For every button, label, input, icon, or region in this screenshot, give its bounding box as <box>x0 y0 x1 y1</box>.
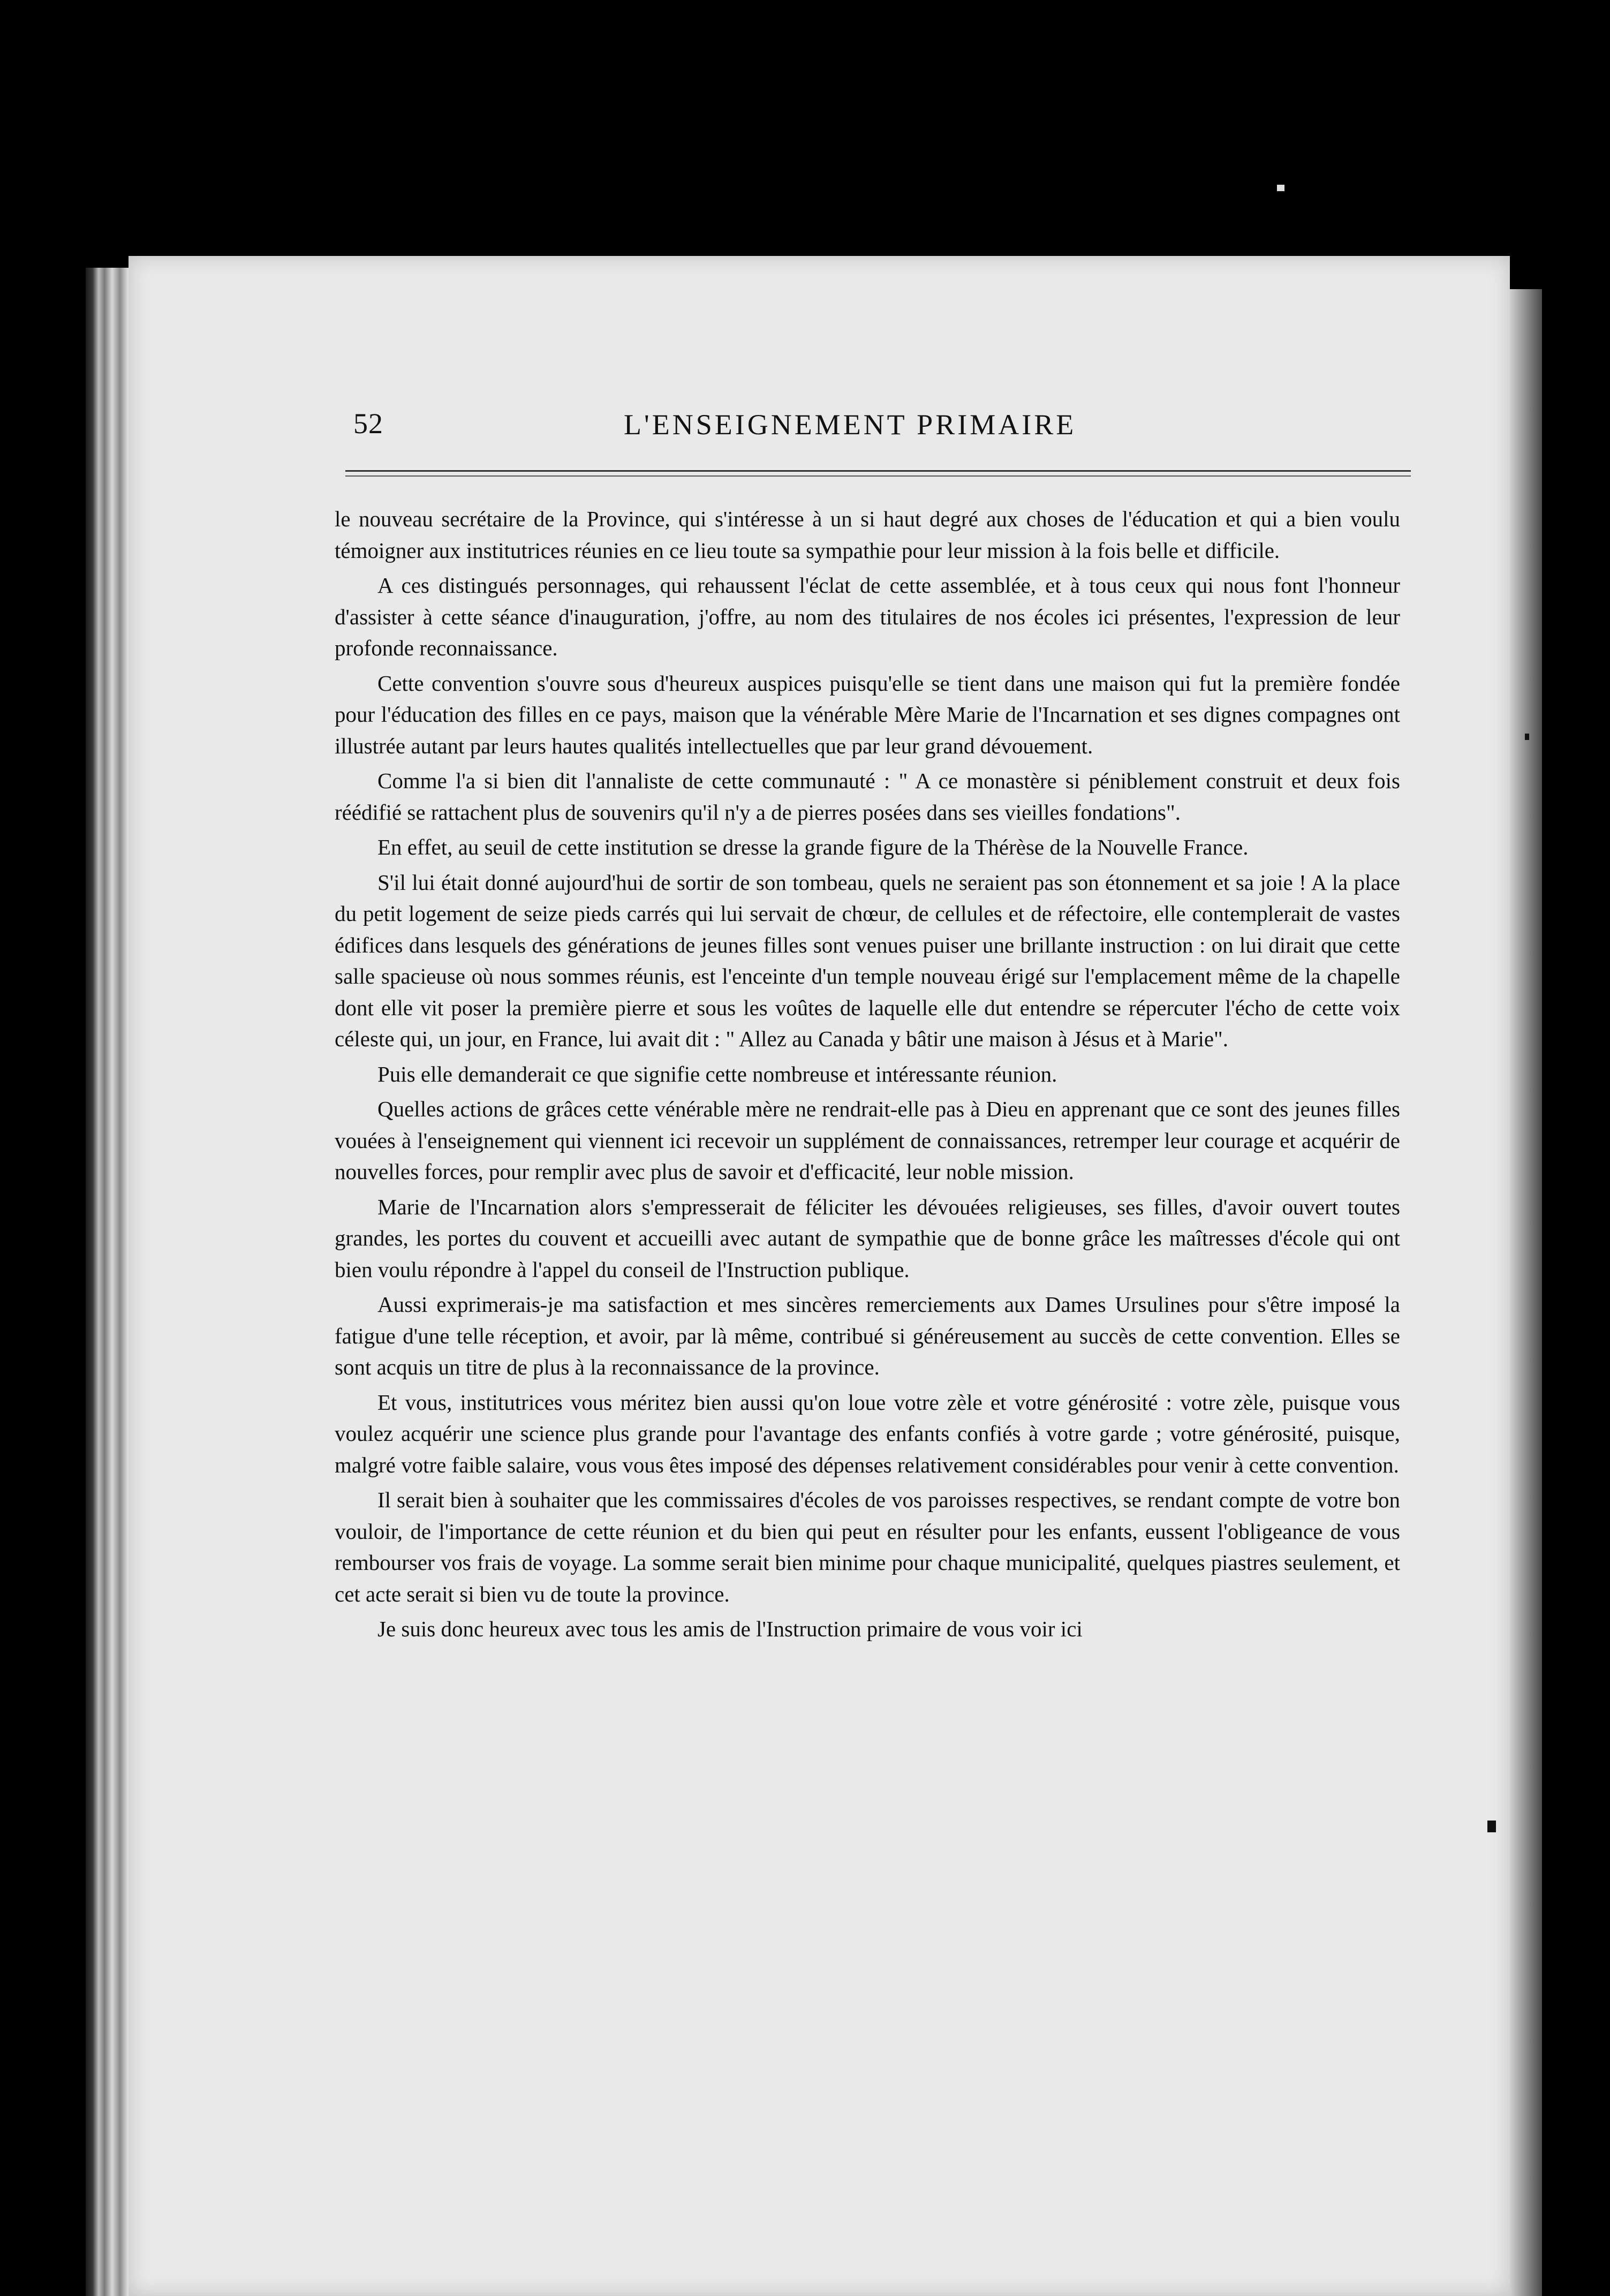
paragraph: Quelles actions de grâces cette vénérable mère ne rendrait-elle pas à Dieu en apprenant que ce sont des jeunes filles vouées à l'enseignement qui viennent ici recevoir un supplément de connaissances, retremper leur courage et acquérir de nouvelles forces, pour remplir avec plus de savoir et d'efficacité, leur noble mission. <box>335 1097 1400 1184</box>
paragraph: Marie de l'Incarnation alors s'empresserait de féliciter les dévouées religieuses, ses filles, d'avoir ouvert toutes grandes, les portes du couvent et accueilli avec autant de sympathie que de bonne grâce les maîtresses d'école qui ont bien voulu répondre à l'appel du conseil de l'Instruction publique. <box>335 1194 1400 1282</box>
paragraph: A ces distingués personnages, qui rehaussent l'éclat de cette assemblée, et à tous ceux qui nous font l'honneur d'assister à cette séance d'inauguration, j'offre, au nom des titulaires de nos écoles ici présentes, l'expression de leur profonde reconnaissance. <box>335 573 1400 660</box>
paragraph: Et vous, institutrices vous méritez bien aussi qu'on loue votre zèle et votre générosité : votre zèle, puisque vous voulez acquérir une science plus grande pour l'avantage des enfants confiés à votre garde ; votre générosité, puisque, malgré votre faible salaire, vous vous êtes imposé des dépenses relativement considérables pour venir à cette convention. <box>335 1389 1400 1477</box>
paragraph: Puis elle demanderait ce que signifie cette nombreuse et intéressante réunion. <box>377 1061 1057 1086</box>
body-text <box>335 503 1400 1649</box>
header-rule-secondary <box>345 475 1411 477</box>
paragraph: Cette convention s'ouvre sous d'heureux auspices puisqu'elle se tient dans une maison qui fut la première fondée pour l'éducation des filles en ce pays, maison que la vénérable Mère Marie de l'Incarnation et ses dignes compagnes ont illustrée autant par leurs hautes qualités intellectuelles que par leur grand dévouement. <box>335 670 1400 758</box>
running-title: L'ENSEIGNEMENT PRIMAIRE <box>624 409 1077 441</box>
page-number: 52 <box>353 407 383 440</box>
scan-speck <box>1277 185 1284 191</box>
book-edge-right <box>1510 289 1542 2296</box>
paragraph: Comme l'a si bien dit l'annaliste de cette communauté : " A ce monastère si péniblement construit et deux fois réédifié se rattachent plus de souvenirs qu'il n'y a de pierres posées dans ses vieilles fondations". <box>335 768 1400 825</box>
paragraph: En effet, au seuil de cette institution se dresse la grande figure de la Thérèse de la Nouvelle France. <box>377 835 1249 859</box>
paragraph: le nouveau secrétaire de la Province, qui s'intéresse à un si haut degré aux choses de l'éducation et qui a bien voulu témoigner aux institutrices réunies en ce lieu toute sa sympathie pour leur mission à la fois belle et difficile. <box>335 507 1400 563</box>
scan-speck <box>1487 1821 1496 1832</box>
header-rule <box>345 470 1411 472</box>
paragraph: S'il lui était donné aujourd'hui de sortir de son tombeau, quels ne seraient pas son étonnement et sa joie ! A la place du petit logement de seize pieds carrés qui lui servait de chœur, de cellules et de réfectoire, elle contemplerait de vastes édifices dans lesquels des générations de jeunes filles sont venues puiser une brillante instruction : on lui dirait que cette salle spacieuse où nous sommes réunis, est l'enceinte d'un temple nouveau érigé sur l'emplacement même de la chapelle dont elle vit poser la première pierre et sous les voûtes de laquelle elle dut entendre se répercuter l'écho de cette voix céleste qui, un jour, en France, lui avait dit : " Allez au Canada y bâtir une maison à Jésus et à Marie". <box>335 870 1400 1051</box>
page-header <box>335 407 1400 466</box>
paragraph: Il serait bien à souhaiter que les commissaires d'écoles de vos paroisses respectives, se rendant compte de votre bon vouloir, de l'importance de cette réunion et du bien qui peut en résulter pour les enfants, eussent l'obligeance de vous rembourser vos frais de voyage. La somme serait bien minime pour chaque municipalité, quelques piastres seulement, et cet acte serait si bien vu de toute la province. <box>335 1487 1400 1606</box>
scan-speck <box>1525 734 1529 740</box>
page-content <box>335 407 1400 1641</box>
paragraph: Aussi exprimerais-je ma satisfaction et mes sincères remerciements aux Dames Ursulines pour s'être imposé la fatigue d'une telle réception, et avoir, par là même, contribué si généreusement au succès de cette convention. Elles se sont acquis un titre de plus à la reconnaissance de la province. <box>335 1292 1400 1379</box>
paragraph: Je suis donc heureux avec tous les amis de l'Instruction primaire de vous voir ici <box>377 1617 1083 1641</box>
